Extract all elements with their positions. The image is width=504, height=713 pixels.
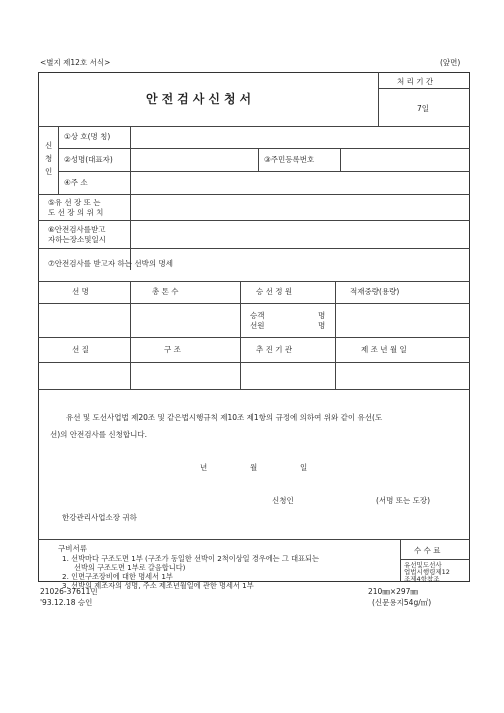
inspection-place-label-line2: 자하는장소및일시 <box>48 235 106 244</box>
footer-approval-date: '93.12.18 승인 <box>40 598 93 607</box>
location-label-line1: ⑤유 선 장 또 는 <box>48 198 101 207</box>
page-side-label: (앞면) <box>440 58 461 67</box>
ship-name-header: 선 명 <box>72 287 89 296</box>
applicant-label-2: 청 <box>45 154 53 163</box>
representative-label: ②성명(대표자) <box>64 155 113 164</box>
fee-line-3: 조제4항참조 <box>404 575 440 583</box>
inspection-place-label-line1: ⑥안전검사를받고 <box>48 225 106 234</box>
date-day: 일 <box>300 463 308 472</box>
manufacture-date-header: 제 조 년 월 일 <box>361 345 407 354</box>
ship-name-field[interactable] <box>40 305 128 335</box>
footer-form-code: 21026-37611민 <box>40 587 98 596</box>
crew-label: 선원 <box>250 321 265 330</box>
structure-header: 구 조 <box>164 345 181 354</box>
ship-section-label: ⑦안전검사를 받고자 하는 선박의 명세 <box>48 259 173 268</box>
applicant-sign-field[interactable] <box>310 492 370 506</box>
inspection-place-field[interactable] <box>132 222 468 246</box>
propulsion-field[interactable] <box>242 364 333 387</box>
documents-item-1: 1. 선박마다 구조도면 1부 (구조가 동일한 선박이 2척이상일 경우에는 그 대표되는 <box>62 554 319 563</box>
propulsion-header: 추 진 기 관 <box>256 345 293 354</box>
documents-item-2: 2. 인면구조장비에 대한 명세서 1부 <box>62 572 173 581</box>
applicant-label-1: 신 <box>45 141 53 150</box>
statement-line1: 유선 및 도선사업법 제20조 및 같은법시행규칙 제10조 제1항의 규정에 의하여 위와 같이 유선(도 <box>66 413 383 422</box>
manufacture-date-field[interactable] <box>337 364 468 387</box>
documents-title: 구비서류 <box>58 544 87 553</box>
location-label-line2: 도 선 장 의 위 치 <box>48 208 104 217</box>
business-name-label: ①상 호(명 칭) <box>64 132 111 141</box>
load-weight-header: 적재중량(용량) <box>350 287 400 296</box>
address-field[interactable] <box>132 173 468 192</box>
processing-period-label: 처 리 기 간 <box>397 77 434 86</box>
form-number: <별지 제12호 서식> <box>40 58 111 67</box>
location-field[interactable] <box>132 196 468 218</box>
crew-unit: 명 <box>318 321 326 330</box>
footer-paper-type: (신문용지54g/㎡) <box>372 598 432 607</box>
passengers-label: 승객 <box>250 311 265 320</box>
fee-line-1: 유선및도선사 <box>404 561 442 569</box>
processing-period-value: 7일 <box>417 104 430 113</box>
gross-tonnage-field[interactable] <box>132 305 238 335</box>
hull-material-field[interactable] <box>40 364 128 387</box>
gross-tonnage-header: 총 톤 수 <box>152 287 179 296</box>
signature-note: (서명 또는 도장) <box>376 496 431 505</box>
date-year: 년 <box>200 463 208 472</box>
fee-label: 수 수 료 <box>414 546 441 555</box>
documents-item-1-cont: 선박의 구조도면 1부로 갈음합니다) <box>74 563 186 572</box>
structure-field[interactable] <box>132 364 238 387</box>
fee-line-2: 업법시행령제12 <box>404 568 450 576</box>
documents-item-3: 3. 선박의 제조자의 성명, 주소 제조년월일에 관한 명세서 1부 <box>62 581 254 590</box>
resident-number-field[interactable] <box>342 150 468 169</box>
form-title: 안전검사신청서 <box>146 92 256 106</box>
passengers-unit: 명 <box>318 311 326 320</box>
resident-number-label: ③주민등록번호 <box>264 155 315 164</box>
business-name-field[interactable] <box>132 128 468 146</box>
footer-paper-size: 210㎜×297㎜ <box>368 587 418 596</box>
applicant-label-3: 인 <box>45 167 53 176</box>
hull-material-header: 선 질 <box>72 345 89 354</box>
load-weight-field[interactable] <box>337 305 468 335</box>
applicant-sign-label: 신청인 <box>272 496 294 505</box>
address-label: ④주 소 <box>64 178 88 187</box>
representative-field[interactable] <box>132 150 256 169</box>
capacity-header: 승 선 정 원 <box>256 287 293 296</box>
statement-line2: 선)의 안전검사를 신청합니다. <box>50 430 148 439</box>
date-month: 월 <box>250 463 258 472</box>
addressee: 한강관리사업소장 귀하 <box>62 513 137 522</box>
